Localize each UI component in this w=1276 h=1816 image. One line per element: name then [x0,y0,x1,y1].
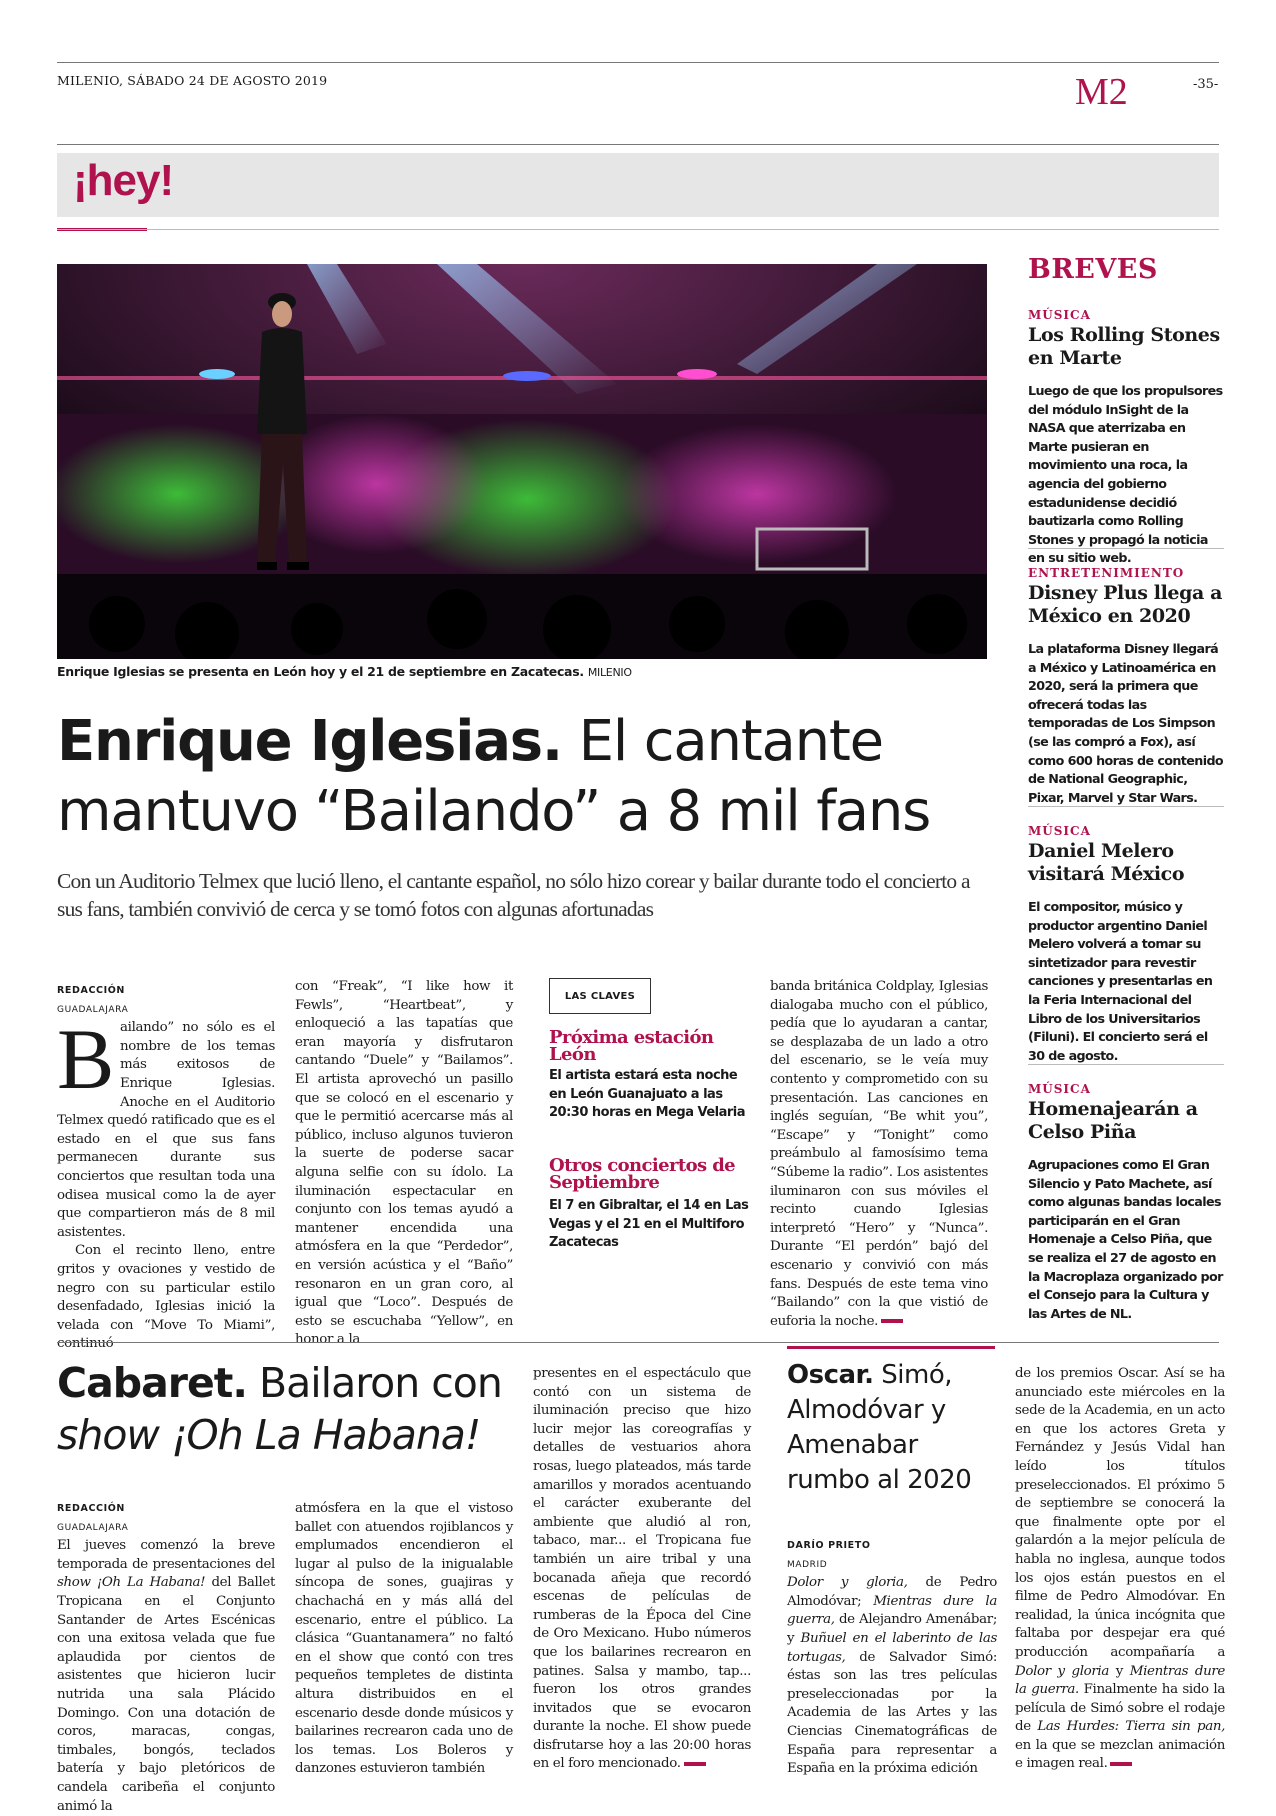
page-number: -35- [1193,77,1219,92]
section-banner [57,153,1219,217]
col1-paragraph-1: ailando” no sólo es el nombre de los temas más exitosos de Enrique Iglesias. Anoche en el Auditorio Telmex quedó ratificado que es el estado en el que sus fans permanecen durante sus conciertos que resultan toda una odisea musical como la de ayer que compartieron más de 8 mil asistentes. [57,1020,275,1240]
cabaret-col2-text: atmósfera en la que el vistoso ballet con atuendos rojiblancos y emplumados encendieron el lugar al pulso de la inigualable síncopa de sones, guajiras y chachachá en y más allá del escenario, entre el público. La clásica “Guantanamera” no faltó en el show que contó con tres pequeños templetes de distinta altura distribuidos en el escenario desde donde músicos y bailarines recrearon cada uno de los temas. Los Boleros y danzones estuvieron también [295,1501,513,1777]
brief-tag: ENTRETENIMIENTO [1028,566,1185,580]
cabaret-text: del Ballet Tropicana en el Conjunto Santander de Artes Escénicas con una exitosa velada que fue aplaudida por cientos de asistentes que hicieron lucir nutrida una sala Plácido Domingo. Con una dotación de coros, maracas, congas, timbales, bongós, teclados batería y bajo pletóricos de candela caribeña el conjunto animó la [57,1575,276,1814]
section-label: M2 [1075,71,1128,113]
end-mark [881,1319,903,1323]
brief-text: Agrupaciones como El Gran Silencio y Pato Machete, así como algunas bandas locales participarán en el Gran Homenaje a Celso Piña, que se realiza el 27 de agosto en la Macroplaza organizado por el Consejo para la Cultura y las Artes de NL. [1028,1157,1223,1321]
clave-2-text: El 7 en Gibraltar, el 14 en Las Vegas y el 21 en el Multiforo Zacatecas [549,1198,749,1250]
brief-text: Luego de que los propulsores del módulo InSight de la NASA que aterrizaba en Marte pusieran en movimiento una roca, la agencia del gobierno estadunidense decidió bautizarla como Rolling Stones y propagó la noticia en su sitio web. [1028,383,1223,566]
brief-tag: MÚSICA [1028,308,1091,322]
col4-paragraph: banda británica Coldplay, Iglesias dialogaba mucho con el público, pedía que lo ayudaran a cantar, se desplazaba de un lado a otro del escenario, se le veía muy contento y comprometido con su presentación. Las canciones en inglés seguían, “Be whit you”, “Escape” y “Tonight” como preámbulo al famosísimo tema “Súbeme la radio”. Los asistentes iluminaron con sus móviles el recinto cuando Iglesias interpretó “Hero” y “Nunca”. Durante “El perdón” bajó del escenario y convivió con más fans. Después de este tema vino “Bailando” con la que vistió de euforia la noche. [770,979,988,1329]
photo-credit: MILENIO [587,666,632,679]
cabaret-headline [57,1357,527,1461]
brief-title: Disney Plus llega a México en 2020 [1028,582,1223,627]
oscar-byline: DARÍO PRIETO [787,1540,871,1551]
cabaret-col-1 [57,1500,275,1816]
oscar-col-2 [1015,1365,1225,1774]
cabaret-col3-text: presentes en el espectáculo que contó con un sistema de iluminación preciso que hizo lucir mejor las coreografías y detalles de vestuarios ahora rosas, luego plateados, más tarde amarillos y morados acentuando el carácter exuberante del ambiente que aludió al ron, tabaco, mar... el Tropicana fue también un aire tribal y una bocanada añeja que recordó escenas de películas de rumberas de la Época del Cine de Oro Mexicano. Hubo números que los bailarines recrearon en patines. Salsa y mambo, tap... fueron los otros grandes invitados que se evocaron durante la noche. El show puede disfrutarse hoy a las 20:00 horas en el foro mencionado. [533,1366,751,1772]
concert-photo [57,264,987,659]
cabaret-location: GUADALAJARA [57,1522,129,1533]
headline-rest: El cantante mantuvo “Bailando” a 8 mil fans [57,709,931,844]
clave-1-text: El artista estará esta noche en León Guanajuato a las 20:30 horas en Mega Velaria [549,1068,746,1120]
brief-title: Daniel Melero visitará México [1028,840,1185,885]
claves-label: LAS CLAVES [549,978,651,1014]
end-mark [684,1762,706,1766]
brief-tag: MÚSICA [1028,1082,1091,1096]
film-title: Buñuel en el laberinto de las tortugas, [787,1630,997,1665]
cabaret-col-2 [295,1500,513,1779]
main-dek: Con un Auditorio Telmex que lució lleno, el cantante español, no sólo hizo corear y bailar durante todo el concierto a sus fans, también convivió de cerca y se tomó fotos con algunas afortunadas [57,869,970,921]
film-title: Mientras dure la guerra, [787,1593,997,1628]
brief-text: La plataforma Disney llegará a México y Latinoamérica en 2020, será la primera que ofrecerá todas las temporadas de Los Simpson (se las compró a Fox), así como 600 horas de contenido de National Geographic, Pixar, Marvel y Star Wars. [1028,641,1224,805]
film-title: Las Hurdes: Tierra sin pan, [1037,1719,1226,1735]
hey-logo: ¡hey! [73,156,174,205]
cabaret-headline-italic: show ¡Oh La Habana! [57,1411,481,1459]
main-col-1 [57,982,275,1354]
byline-location: GUADALAJARA [57,1004,129,1015]
main-col-4 [770,978,988,1331]
byline: REDACCIÓN [57,985,125,996]
cabaret-text: El jueves comenzó la breve temporada de presentaciones del [57,1538,275,1572]
oscar-text: Finalmente ha sido la película de Simó sobre el rodaje de [1015,1682,1225,1735]
oscar-location: MADRID [787,1559,828,1570]
breves-title: BREVES [1028,254,1158,285]
oscar-text: de Alejandro Amenábar; y [787,1612,997,1646]
brief-1 [1028,308,1224,568]
brief-3 [1028,824,1224,1065]
col2-paragraph: con “Freak”, “I like how it Fewls”, “Heartbeat”, y enloqueció a las tapatías que eran mayoría y disfrutaron cantando “Duele” y “Bailamos”. El artista aprovechó un pasillo que se colocó en el escenario y que le permitió acercarse más al público, incluso algunos tuvieron la suerte de poderse sacar alguna selfie con su ídolo. La iluminación espectacular en conjunto con los temas ayudó a mantener encendida una atmósfera en la que “Perdedor”, en versión acústica y el “Baño” resonaron en un gran coro, al igual que “Loco”. Después de esto se escuchaba “Yellow”, en honor a la [295,979,513,1348]
main-headline [57,707,997,847]
masthead-date: MILENIO, SÁBADO 24 DE AGOSTO 2019 [57,73,328,88]
brief-tag: MÚSICA [1028,824,1091,838]
brief-text: El compositor, músico y productor argentino Daniel Melero volverá a tomar su sintetizador para revestir canciones y presentarlas en la Feria Internacional del Libro de los Universitarios (Filuni). El concierto será el 30 de agosto. [1028,899,1213,1063]
brief-title: Los Rolling Stones en Marte [1028,324,1220,369]
brief-title: Homenajearán a Celso Piña [1028,1098,1198,1143]
clave-1-title: Próxima estación León [549,1027,714,1065]
oscar-text: en la que se mezclan animación e imagen real. [1015,1737,1225,1772]
film-title: Mientras dure la guerra. [1015,1663,1225,1698]
clave-2-title: Otros conciertos de Septiembre [549,1155,736,1193]
cabaret-col-3 [533,1365,751,1774]
oscar-headline-rest: Simó, Almodóvar y Amenabar rumbo al 2020 [787,1360,972,1495]
main-col-2 [295,978,513,1350]
cabaret-byline: REDACCIÓN [57,1503,125,1514]
brief-2 [1028,566,1224,807]
film-title: Dolor y gloria, [787,1575,908,1591]
oscar-text: y [1109,1663,1130,1679]
photo-caption [57,664,632,679]
end-mark [1110,1762,1132,1766]
oscar-text: de los premios Oscar. Así se ha anunciado este miércoles en la sede de la Academia, en un acto en que los actores Greta y Fernández y Jesús Vidal han leído los títulos preseleccionados. El próximo 5 de septiembre se conocerá la que finalmente opte por el galardón a la mejor película de habla no inglesa, aunque todos los ojos están puestos en el filme de Pedro Almodóvar. En realidad, la única incógnita que faltaba por despejar era qué producción acompañaría a [1015,1366,1225,1660]
oscar-text: de Pedro Almodóvar; [787,1575,998,1609]
film-title: Dolor y gloria [1015,1663,1109,1679]
oscar-text: de Salvador Simó: éstas son las tres películas preseleccionadas por la Academia de las Artes y las Ciencias Cinematográficas de España para representar a España en la próxima edición [787,1649,997,1777]
drop-cap: B [57,1011,115,1108]
oscar-headline [787,1358,987,1498]
oscar-headline-bold: Oscar. [787,1360,874,1390]
headline-bold: Enrique Iglesias. [57,709,562,774]
cabaret-show-title: show ¡Oh La Habana! [57,1575,206,1591]
brief-4 [1028,1082,1224,1323]
caption-text: Enrique Iglesias se presenta en León hoy y el 21 de septiembre en Zacatecas. [57,664,584,679]
cabaret-headline-rest: Bailaron con [259,1359,502,1407]
oscar-col-1 [787,1537,997,1779]
cabaret-headline-bold: Cabaret. [57,1359,247,1407]
col1-paragraph-2: Con el recinto lleno, entre gritos y ovaciones y vestido de negro con su particular estilo desenfadado, Iglesias inició la velada con “Move To Miami”, continuó [57,1243,275,1352]
